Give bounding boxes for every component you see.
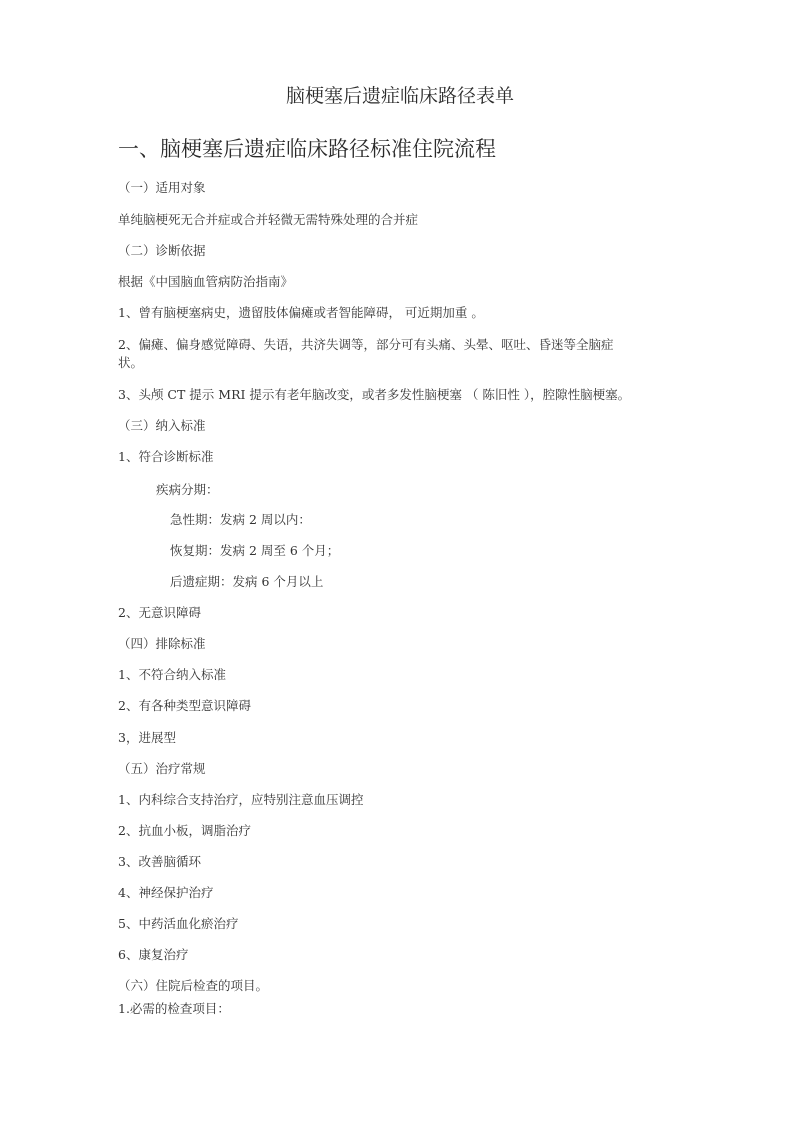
list-item: 2、抗血小板，调脂治疗 [118,823,251,838]
list-item: 4、神经保护治疗 [118,885,214,900]
list-item: 3、改善脑循环 [118,854,201,869]
section-heading-applicable: （一）适用对象 [118,180,206,195]
paragraph: 单纯脑梗死无合并症或合并轻微无需特殊处理的合并症 [118,212,419,227]
section-heading-diagnosis: （二）诊断依据 [118,243,206,258]
list-item: 5、中药活血化瘀治疗 [118,916,239,931]
section-heading-exclusion: （四）排除标准 [118,636,206,651]
list-item: 2、有各种类型意识障碍 [118,698,251,713]
list-item: 6、康复治疗 [118,947,189,962]
list-item: 3、头颅 CT 提示 MRI 提示有老年脑改变，或者多发性脑梗塞 （ 陈旧性 ），腔隙性脑梗塞。 [118,387,631,402]
section-heading-examinations: （六）住院后检查的项目。 [118,978,269,993]
list-item-continuation: 状。 [118,355,144,370]
list-item: 1.必需的检查项目： [118,1001,230,1016]
section-heading-treatment: （五）治疗常规 [118,761,206,776]
list-item: 2、偏瘫、偏身感觉障碍、失语，共济失调等，部分可有头痛、头晕、呕吐、昏迷等全脑症 [118,337,614,352]
section-heading-inclusion: （三）纳入标准 [118,418,206,433]
list-item: 1、曾有脑梗塞病史，遗留肢体偏瘫或者智能障碍， 可近期加重 。 [118,305,484,320]
main-heading: 一、脑梗塞后遗症临床路径标准住院流程 [118,137,496,161]
list-item: 1、不符合纳入标准 [118,667,226,682]
list-item: 恢复期：发病 2 周至 6 个月； [170,543,340,558]
list-item: 3，进展型 [118,730,176,745]
list-item: 2、无意识障碍 [118,605,201,620]
list-item: 1、内科综合支持治疗，应特别注意血压调控 [118,792,364,807]
list-item: 1、符合诊断标准 [118,449,214,464]
page-title: 脑梗塞后遗症临床路径表单 [285,85,514,107]
paragraph: 根据《中国脑血管病防治指南》 [118,274,294,289]
sub-heading: 疾病分期： [156,482,219,497]
list-item: 急性期：发病 2 周以内： [170,512,311,527]
list-item: 后遗症期：发病 6 个月以上 [170,574,324,589]
